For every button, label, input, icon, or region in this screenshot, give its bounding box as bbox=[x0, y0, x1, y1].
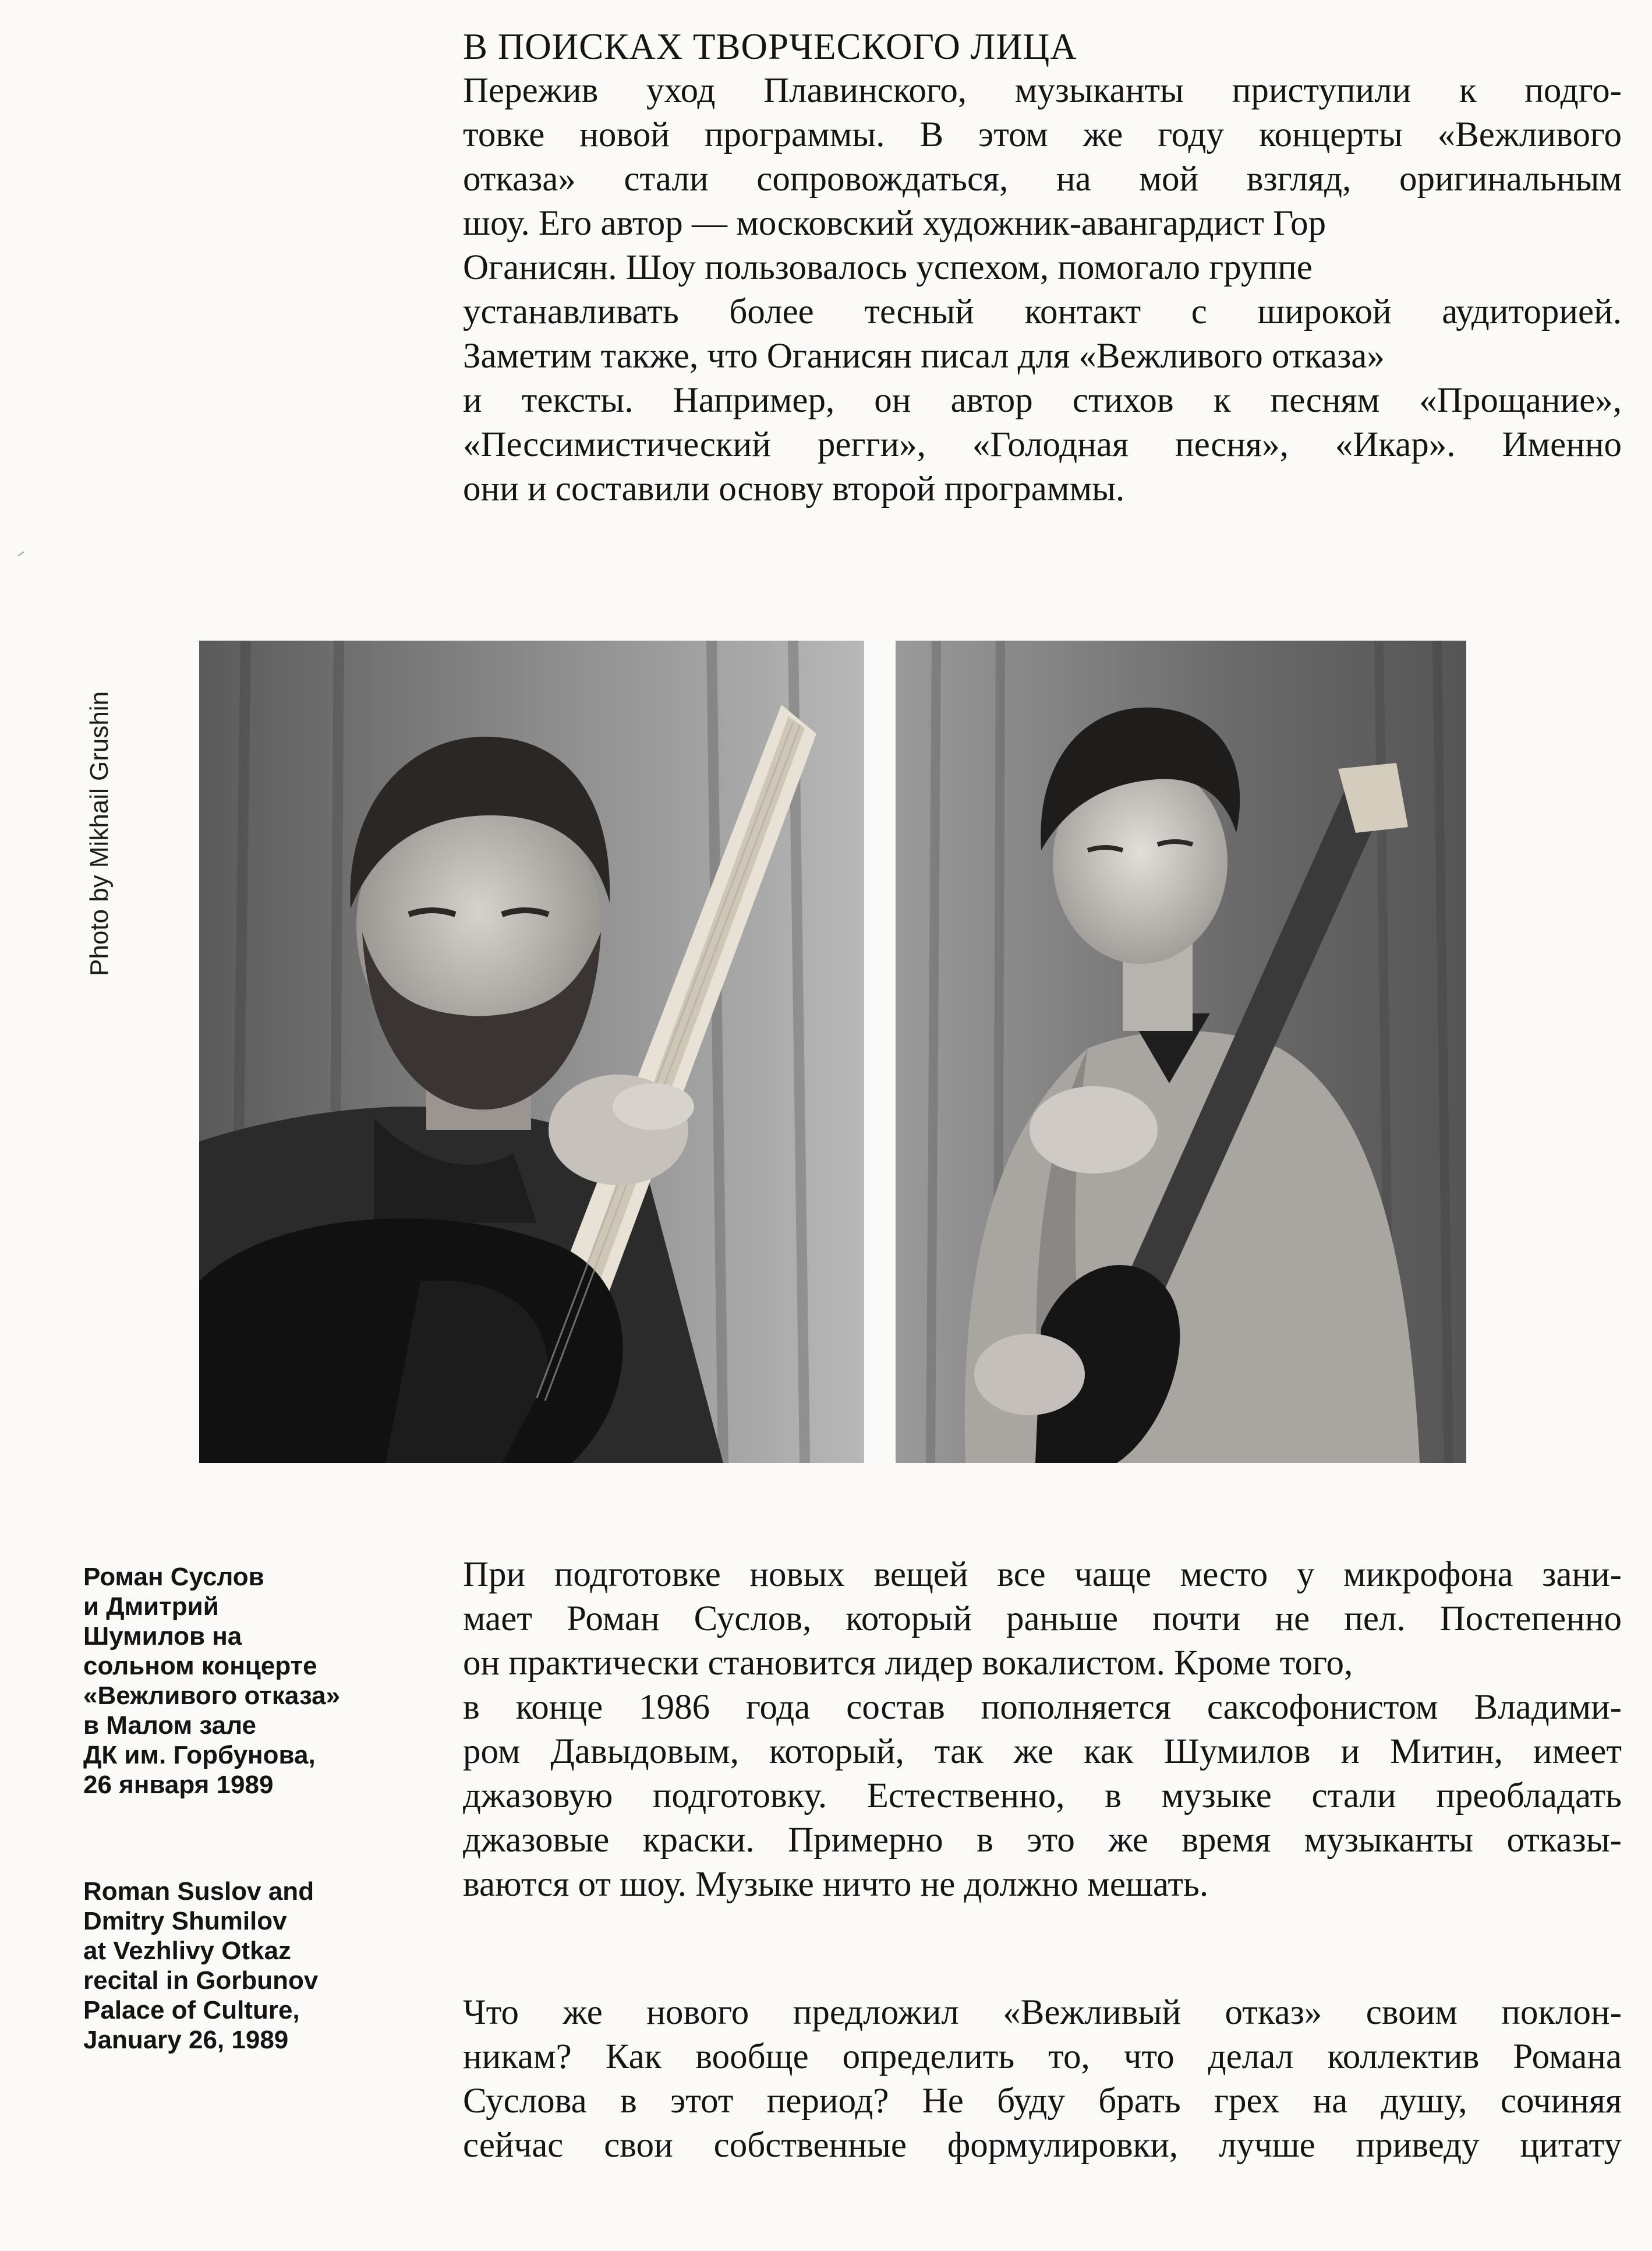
text-line: и тексты. Например, он автор стихов к песням «Прощание», bbox=[463, 381, 1622, 420]
text-line: Заметим также, что Оганисян писал для «Вежливого отказа» bbox=[463, 337, 1385, 376]
text-line: джазовую подготовку. Естественно, в музыке стали преобладать bbox=[463, 1776, 1622, 1815]
text-line: Что же нового предложил «Вежливый отказ» своим поклон- bbox=[463, 1993, 1622, 2032]
photo-roman-suslov bbox=[199, 641, 864, 1463]
text-line: в конце 1986 года состав пополняется саксофонистом Владими- bbox=[463, 1688, 1622, 1727]
text-line: мает Роман Суслов, который раньше почти не пел. Постепенно bbox=[463, 1599, 1622, 1638]
text-line: Оганисян. Шоу пользовалось успехом, помогало группе bbox=[463, 248, 1313, 287]
photo-roman-suslov-image bbox=[199, 641, 864, 1463]
caption-line: Шумилов на bbox=[83, 1622, 242, 1651]
photo-dmitry-shumilov-image bbox=[896, 641, 1466, 1463]
text-line: Суслова в этот период? Не буду брать грех на душу, сочиняя bbox=[463, 2082, 1622, 2121]
photo-dmitry-shumilov bbox=[896, 641, 1466, 1463]
caption-line: January 26, 1989 bbox=[83, 2026, 289, 2054]
paragraph-question bbox=[463, 1991, 1622, 2168]
photo-credit: Photo by Mikhail Grushin bbox=[85, 691, 114, 976]
caption-line: в Малом зале bbox=[83, 1711, 256, 1740]
text-line: сейчас свои собственные формулировки, лучше приведу цитату bbox=[463, 2126, 1622, 2165]
text-line: ваются от шоу. Музыке ничто не должно мешать. bbox=[463, 1865, 1209, 1904]
photo-caption-russian bbox=[83, 1562, 409, 1800]
caption-line: Роман Суслов bbox=[83, 1563, 264, 1591]
photo-caption-english bbox=[83, 1877, 409, 2055]
caption-line: «Вежливого отказа» bbox=[83, 1681, 341, 1710]
text-line: никам? Как вообще определить то, что делал коллектив Романа bbox=[463, 2037, 1622, 2076]
caption-line: Dmitry Shumilov bbox=[83, 1907, 287, 1935]
caption-line: Roman Suslov and bbox=[83, 1877, 314, 1906]
caption-line: Palace of Culture, bbox=[83, 1996, 300, 2024]
paragraph-intro bbox=[463, 69, 1622, 511]
text-line: джазовые краски. Примерно в это же время музыканты отказы- bbox=[463, 1821, 1622, 1860]
caption-line: 26 января 1989 bbox=[83, 1771, 274, 1799]
caption-line: at Vezhlivy Otkaz bbox=[83, 1937, 292, 1965]
paragraph-vocals bbox=[463, 1553, 1622, 1907]
text-line: шоу. Его автор — московский художник-авангардист Гор bbox=[463, 204, 1326, 243]
text-line: товке новой программы. В этом же году концерты «Вежливого bbox=[463, 115, 1622, 154]
text-line: «Пессимистический регги», «Голодная песня», «Икар». Именно bbox=[463, 425, 1622, 464]
margin-mark bbox=[18, 552, 24, 557]
caption-line: сольном концерте bbox=[83, 1652, 317, 1680]
text-line: ром Давыдовым, который, так же как Шумилов и Митин, имеет bbox=[463, 1732, 1622, 1771]
text-line: они и составили основу второй программы. bbox=[463, 469, 1125, 508]
caption-line: ДК им. Горбунова, bbox=[83, 1741, 316, 1769]
caption-line: и Дмитрий bbox=[83, 1592, 219, 1621]
text-line: устанавливать более тесный контакт с широкой аудиторией. bbox=[463, 292, 1622, 331]
text-line: Пережив уход Плавинского, музыканты приступили к подго- bbox=[463, 71, 1622, 110]
text-line: он практически становится лидер вокалистом. Кроме того, bbox=[463, 1644, 1353, 1683]
text-line: При подготовке новых вещей все чаще место у микрофона зани- bbox=[463, 1555, 1622, 1594]
caption-line: recital in Gorbunov bbox=[83, 1966, 319, 1995]
text-line: отказа» стали сопровождаться, на мой взгляд, оригинальным bbox=[463, 160, 1622, 199]
section-heading: В ПОИСКАХ ТВОРЧЕСКОГО ЛИЦА bbox=[463, 26, 1077, 67]
